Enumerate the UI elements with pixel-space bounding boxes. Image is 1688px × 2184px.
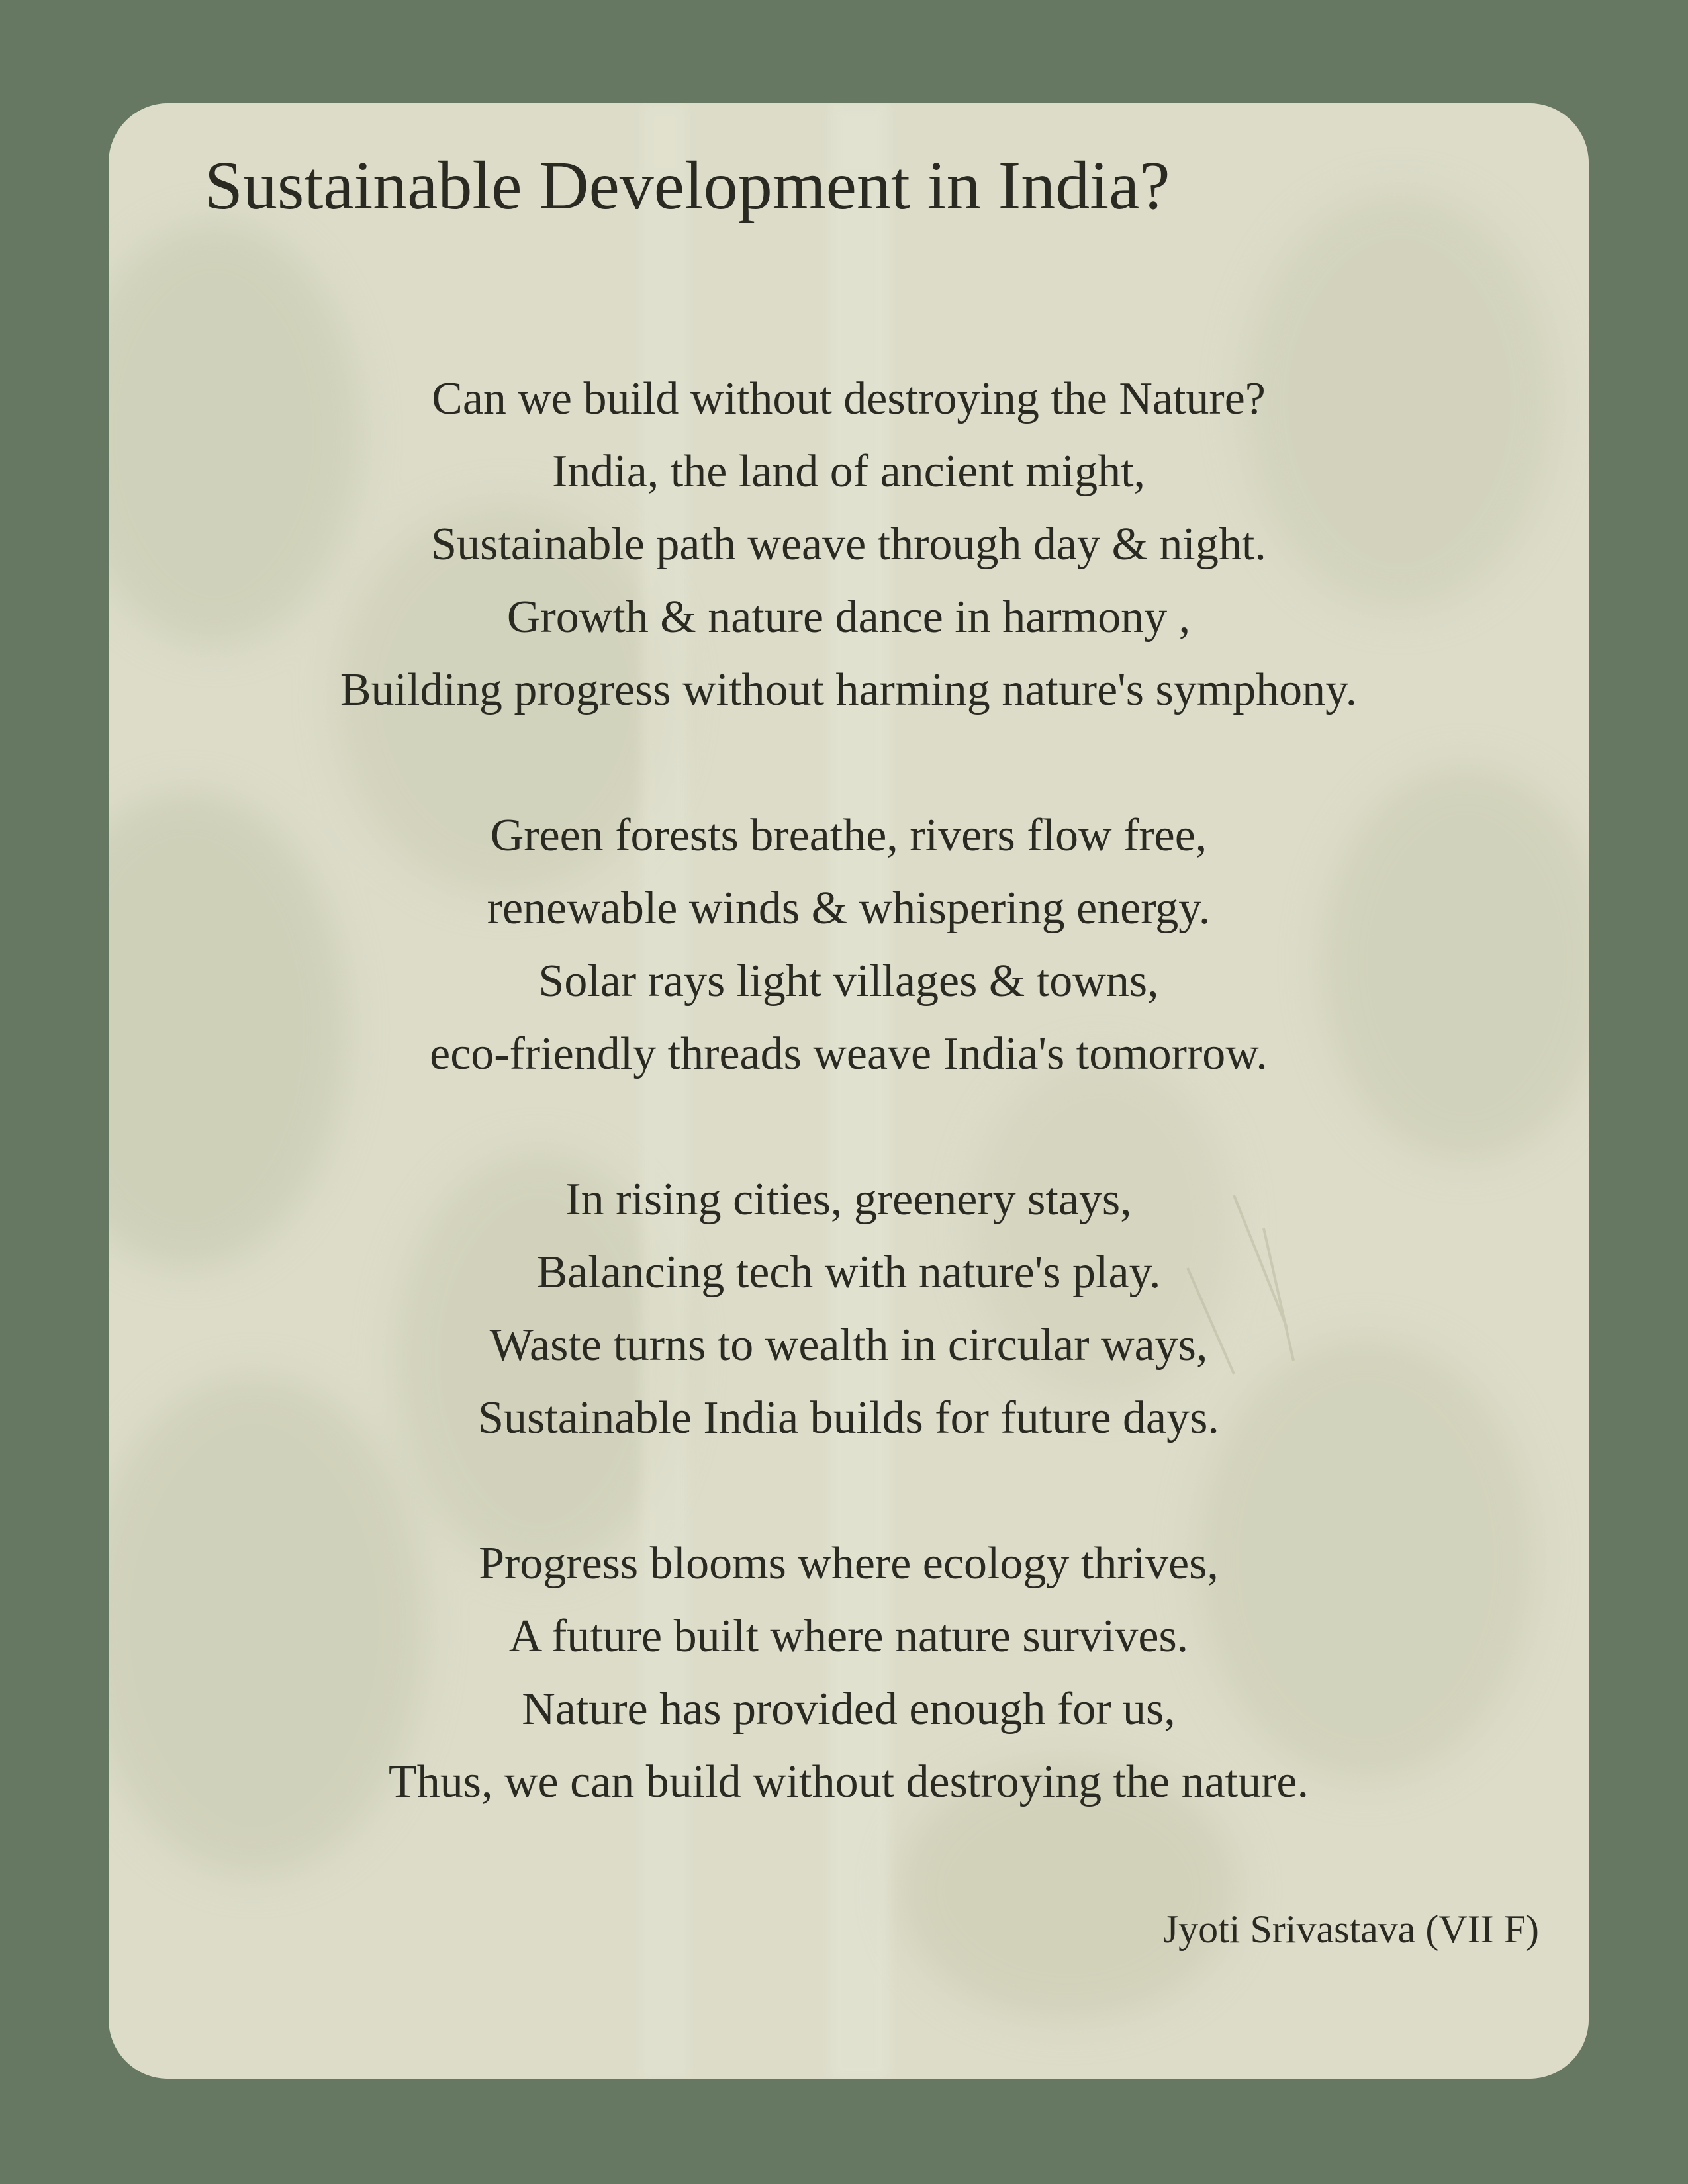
poem-stanza	[109, 1163, 1589, 1455]
poem-line: Building progress without harming nature's symphony.	[340, 664, 1358, 715]
poem-line: Progress blooms where ecology thrives,	[479, 1538, 1219, 1589]
poem-line: eco-friendly threads weave India's tomorrow.	[430, 1028, 1268, 1079]
poem-stanza	[109, 799, 1589, 1091]
poem-line: Sustainable path weave through day & night.	[431, 519, 1266, 570]
poem-stanza	[109, 363, 1589, 727]
page-title: Sustainable Development in India?	[205, 148, 1170, 224]
poem-line: Balancing tech with nature's play.	[536, 1247, 1161, 1298]
poem-line: In rising cities, greenery stays,	[565, 1174, 1132, 1225]
poem-line: Thus, we can build without destroying the nature.	[389, 1756, 1309, 1807]
poem-line: Green forests breathe, rivers flow free,	[490, 810, 1207, 861]
poem-stanza	[109, 1527, 1589, 1819]
author-credit: Jyoti Srivastava (VII F)	[1162, 1907, 1539, 1951]
poem-card	[109, 103, 1589, 2079]
poem-line: Sustainable India builds for future days.	[478, 1392, 1219, 1443]
poem-line: renewable winds & whispering energy.	[487, 883, 1211, 934]
poem-line: Nature has provided enough for us,	[522, 1684, 1176, 1735]
poem-line: Solar rays light villages & towns,	[538, 956, 1159, 1007]
poem-line: Can we build without destroying the Nature?	[432, 373, 1266, 424]
poem-line: Waste turns to wealth in circular ways,	[489, 1320, 1208, 1371]
poem-line: India, the land of ancient might,	[551, 446, 1146, 497]
poem-line: A future built where nature survives.	[508, 1611, 1189, 1662]
poem-line: Growth & nature dance in harmony ,	[506, 592, 1191, 643]
poem-body	[109, 363, 1589, 1891]
